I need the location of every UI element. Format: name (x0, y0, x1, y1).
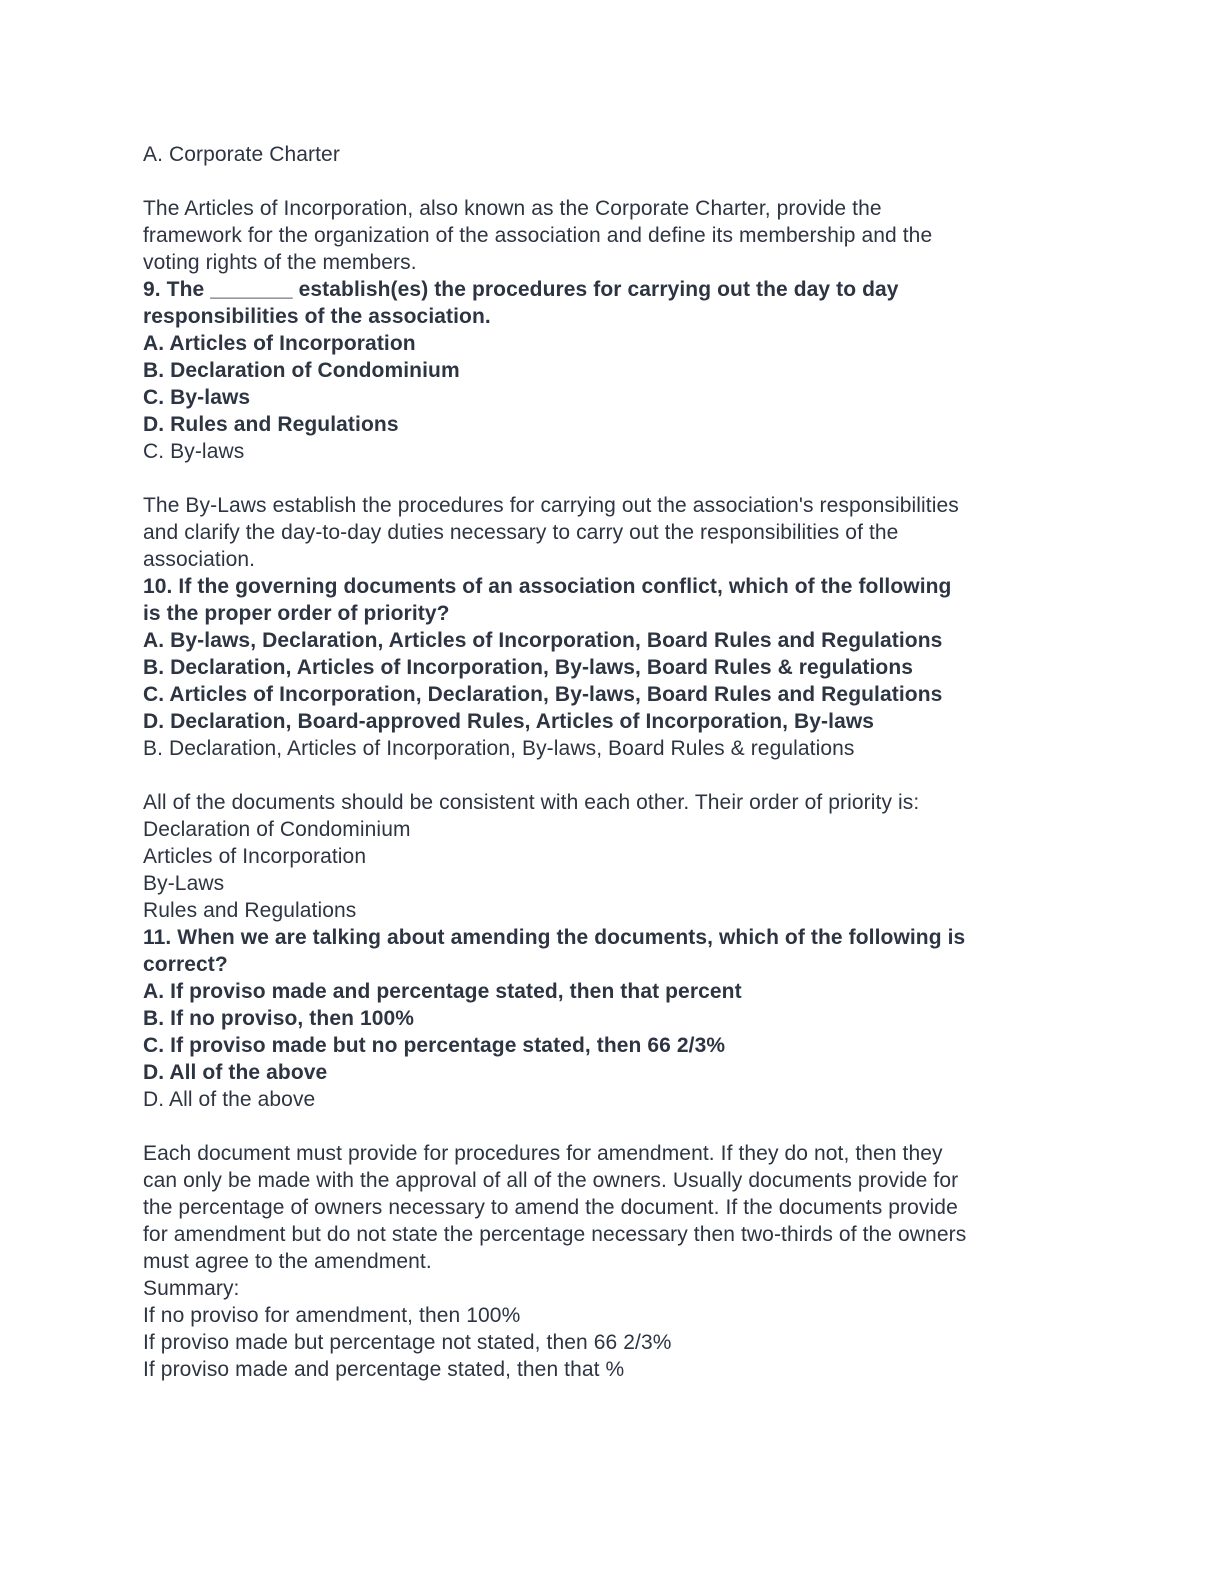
question-10-choice-c: C. Articles of Incorporation, Declaration, By-laws, Board Rules and Regulations (143, 683, 943, 706)
question-11: correct? (143, 953, 228, 976)
priority-item-4: Rules and Regulations (143, 899, 357, 922)
question-10: is the proper order of priority? (143, 602, 450, 625)
question-11-explanation: can only be made with the approval of all of the owners. Usually documents provide for (143, 1169, 959, 1192)
question-9-choice-a: A. Articles of Incorporation (143, 332, 416, 355)
question-11-choice-c: C. If proviso made but no percentage stated, then 66 2/3% (143, 1034, 726, 1057)
question-9: responsibilities of the association. (143, 305, 491, 328)
priority-item-1: Declaration of Condominium (143, 818, 411, 841)
question-11-choice-a: A. If proviso made and percentage stated, then that percent (143, 980, 742, 1003)
question-10-choice-a: A. By-laws, Declaration, Articles of Incorporation, Board Rules and Regulations (143, 629, 943, 652)
question-9-explanation: association. (143, 548, 256, 571)
question-10-explanation-intro: All of the documents should be consistent with each other. Their order of priority is: (143, 791, 920, 814)
summary-label: Summary: (143, 1277, 240, 1300)
question-9-explanation: and clarify the day-to-day duties necessary to carry out the responsibilities of the (143, 521, 899, 544)
blank-line (143, 465, 1153, 492)
paragraph-corporate-charter: framework for the organization of the association and define its membership and the (143, 224, 933, 247)
question-9-answer: C. By-laws (143, 440, 245, 463)
summary-item-2: If proviso made but percentage not stated, then 66 2/3% (143, 1331, 672, 1354)
question-9: 9. The _______ establish(es) the procedures for carrying out the day to day (143, 278, 899, 301)
priority-item-3: By-Laws (143, 872, 225, 895)
question-11-explanation: Each document must provide for procedures for amendment. If they do not, then they (143, 1142, 943, 1165)
priority-item-2: Articles of Incorporation (143, 845, 367, 868)
question-11-explanation: must agree to the amendment. (143, 1250, 432, 1273)
document-content (143, 141, 1153, 1383)
question-11: 11. When we are talking about amending the documents, which of the following is (143, 926, 966, 949)
paragraph-corporate-charter: The Articles of Incorporation, also known as the Corporate Charter, provide the (143, 197, 882, 220)
question-11-answer: D. All of the above (143, 1088, 316, 1111)
summary-item-1: If no proviso for amendment, then 100% (143, 1304, 521, 1327)
blank-line (143, 168, 1153, 195)
blank-line (143, 1113, 1153, 1140)
question-11-choice-b: B. If no proviso, then 100% (143, 1007, 415, 1030)
paragraph-corporate-charter: voting rights of the members. (143, 251, 417, 274)
question-11-explanation: the percentage of owners necessary to amend the document. If the documents provide (143, 1196, 958, 1219)
question-11-choice-d: D. All of the above (143, 1061, 328, 1084)
question-9-choice-d: D. Rules and Regulations (143, 413, 399, 436)
question-10: 10. If the governing documents of an association conflict, which of the following (143, 575, 952, 598)
blank-line (143, 762, 1153, 789)
question-9-choice-b: B. Declaration of Condominium (143, 359, 460, 382)
summary-item-3: If proviso made and percentage stated, then that % (143, 1358, 625, 1381)
question-10-choice-b: B. Declaration, Articles of Incorporation, By-laws, Board Rules & regulations (143, 656, 914, 679)
question-9-choice-c: C. By-laws (143, 386, 251, 409)
section-heading: A. Corporate Charter (143, 143, 340, 166)
question-11-explanation: for amendment but do not state the percentage necessary then two-thirds of the owners (143, 1223, 967, 1246)
question-9-explanation: The By-Laws establish the procedures for carrying out the association's responsibilities (143, 494, 959, 517)
question-10-answer: B. Declaration, Articles of Incorporation, By-laws, Board Rules & regulations (143, 737, 855, 760)
question-10-choice-d: D. Declaration, Board-approved Rules, Articles of Incorporation, By-laws (143, 710, 875, 733)
